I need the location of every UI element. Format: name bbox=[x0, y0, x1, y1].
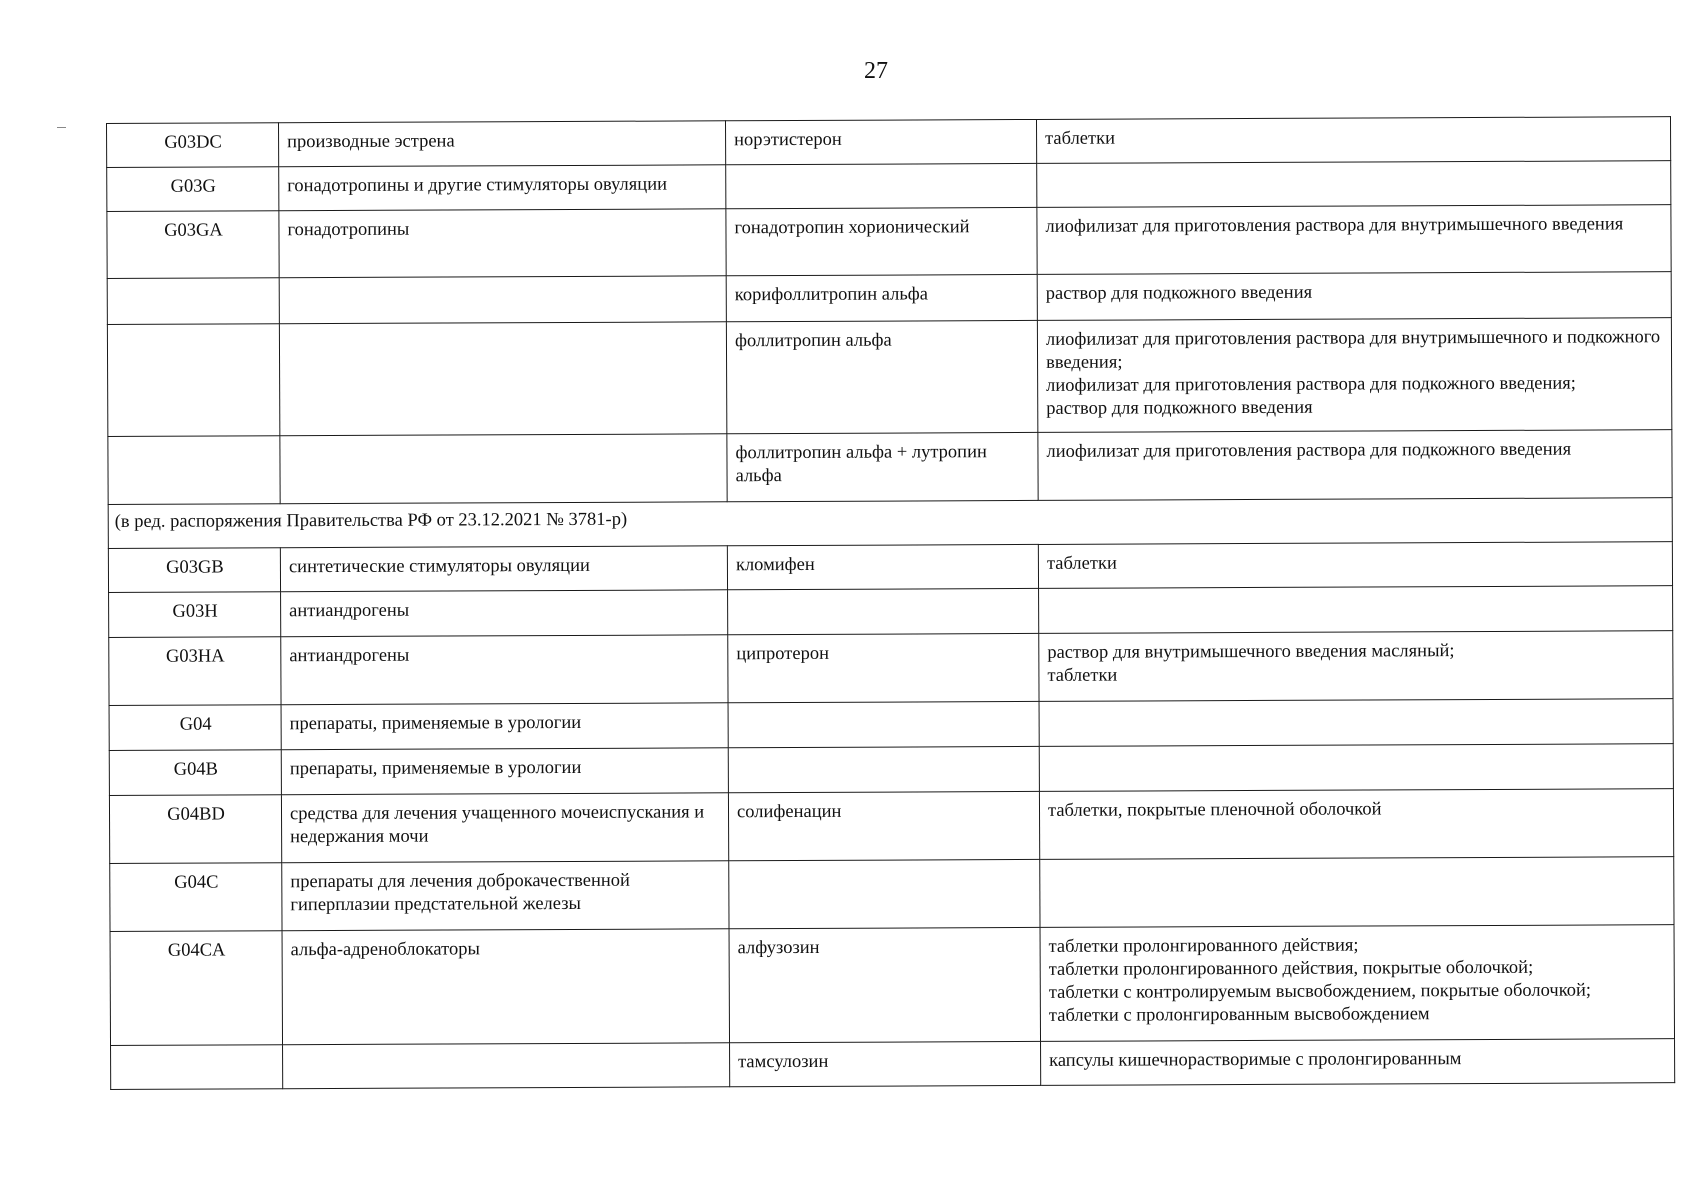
table-row bbox=[107, 272, 1671, 325]
drug-name-cell bbox=[726, 163, 1037, 208]
group-name-cell: альфа-адреноблокаторы bbox=[282, 929, 729, 1045]
drug-name-cell: солифенацин bbox=[728, 791, 1039, 860]
dosage-form-line: таблетки пролонгированного действия; bbox=[1048, 935, 1359, 957]
table-row bbox=[107, 117, 1671, 168]
atc-code-cell: G04 bbox=[109, 705, 281, 751]
drug-name-cell: кломифен bbox=[727, 544, 1038, 589]
dosage-form-line: таблетки bbox=[1045, 128, 1116, 149]
drug-name-cell bbox=[729, 859, 1040, 928]
dosage-forms-cell bbox=[1038, 430, 1672, 501]
dosage-form-line bbox=[1047, 594, 1665, 597]
atc-code-cell: G03GB bbox=[108, 548, 280, 593]
dosage-form-line: лиофилизат для приготовления раствора для внутримышечного введения bbox=[1045, 214, 1624, 237]
dosage-form-line: таблетки bbox=[1046, 553, 1117, 574]
drug-name-cell: гонадотропин хорионический bbox=[726, 207, 1037, 275]
dosage-form-line bbox=[1045, 169, 1663, 172]
dosage-forms-cell bbox=[1037, 318, 1671, 433]
dosage-forms-cell bbox=[1036, 117, 1670, 164]
group-name-cell bbox=[279, 276, 726, 324]
table-row bbox=[107, 318, 1671, 437]
dosage-form-line: лиофилизат для приготовления раствора для подкожного введения; bbox=[1046, 373, 1576, 396]
dosage-forms-cell bbox=[1040, 925, 1674, 1042]
dosage-form-line: лиофилизат для приготовления раствора для подкожного введения bbox=[1046, 439, 1572, 462]
atc-code-cell: G03HA bbox=[109, 637, 281, 706]
dosage-forms-cell bbox=[1039, 631, 1673, 702]
group-name-cell: препараты, применяемые в урологии bbox=[281, 748, 728, 795]
dosage-form-line: раствор для подкожного введения bbox=[1045, 282, 1313, 304]
dosage-forms-cell bbox=[1038, 542, 1672, 589]
group-name-cell bbox=[283, 1043, 730, 1089]
drug-name-cell bbox=[728, 588, 1039, 634]
atc-code-cell bbox=[108, 436, 280, 505]
atc-code-cell: G03H bbox=[109, 592, 281, 638]
dosage-forms-cell bbox=[1041, 1039, 1675, 1086]
drug-name-cell: ципротерон bbox=[728, 633, 1039, 702]
table-row bbox=[109, 789, 1673, 864]
table-row bbox=[107, 161, 1671, 212]
table-row bbox=[109, 699, 1673, 751]
drug-name-cell: алфузозин bbox=[729, 927, 1040, 1042]
dosage-forms-cell bbox=[1037, 205, 1671, 275]
table-row bbox=[109, 744, 1673, 796]
drug-name-cell: тамсулозин bbox=[730, 1041, 1041, 1086]
group-name-cell bbox=[279, 322, 726, 436]
dosage-form-line: раствор для подкожного введения bbox=[1046, 397, 1313, 419]
dosage-form-line bbox=[1048, 865, 1666, 868]
dosage-form-line: таблетки с пролонгированным высвобождением bbox=[1048, 1004, 1430, 1026]
drug-name-cell bbox=[728, 701, 1039, 747]
drug-name-cell: фоллитропин альфа + лутропин альфа bbox=[727, 432, 1038, 501]
dosage-form-line bbox=[1048, 752, 1666, 755]
atc-code-cell: G03DC bbox=[107, 123, 279, 168]
drug-name-cell: норэтистерон bbox=[725, 119, 1036, 164]
dosage-forms-cell bbox=[1037, 161, 1671, 208]
group-name-cell: антиандрогены bbox=[281, 635, 728, 705]
atc-code-cell: G04C bbox=[110, 863, 282, 932]
atc-code-cell bbox=[107, 324, 279, 437]
amendment-note: (в ред. распоряжения Правительства РФ от 23.12.2021 № 3781-р) bbox=[108, 498, 1672, 549]
dosage-forms-cell bbox=[1039, 789, 1673, 860]
table-row bbox=[110, 925, 1674, 1046]
group-name-cell: средства для лечения учащенного мочеиспускания и недержания мочи bbox=[281, 793, 728, 863]
dosage-form-line bbox=[1048, 707, 1666, 710]
atc-code-cell: G04BD bbox=[109, 795, 281, 864]
drug-name-cell: фоллитропин альфа bbox=[726, 320, 1037, 433]
table-row bbox=[109, 631, 1673, 706]
group-name-cell: препараты для лечения доброкачественной гиперплазии предстательной железы bbox=[282, 861, 729, 931]
group-name-cell: производные эстрена bbox=[279, 121, 726, 167]
group-name-cell: гонадотропины и другие стимуляторы овуляции bbox=[279, 165, 726, 211]
group-name-cell: антиандрогены bbox=[281, 590, 728, 637]
dosage-forms-cell bbox=[1039, 699, 1673, 747]
atc-code-cell: G03G bbox=[107, 167, 279, 212]
drug-name-cell bbox=[728, 746, 1039, 792]
table-row bbox=[107, 205, 1671, 279]
dosage-form-line: раствор для внутримышечного введения масляный; bbox=[1047, 641, 1455, 663]
dosage-form-line: лиофилизат для приготовления раствора для внутримышечного и подкожного введения; bbox=[1045, 327, 1661, 373]
table-note-row bbox=[108, 498, 1672, 549]
group-name-cell: гонадотропины bbox=[279, 209, 726, 278]
atc-code-cell bbox=[111, 1045, 283, 1090]
dosage-forms-cell bbox=[1039, 586, 1673, 634]
table-row bbox=[111, 1039, 1675, 1090]
atc-code-cell: G04B bbox=[109, 750, 281, 796]
dosage-form-line: капсулы кишечнорастворимые с пролонгированным bbox=[1049, 1049, 1462, 1071]
atc-code-cell bbox=[107, 278, 279, 325]
dosage-forms-cell bbox=[1040, 857, 1674, 928]
atc-code-cell: G04CA bbox=[110, 931, 282, 1046]
table-row bbox=[108, 430, 1672, 505]
atc-code-cell: G03GA bbox=[107, 211, 279, 279]
dosage-form-line: таблетки пролонгированного действия, покрытые оболочкой; bbox=[1048, 957, 1534, 980]
scan-artifact-mark bbox=[57, 127, 66, 128]
dosage-forms-cell bbox=[1039, 744, 1673, 792]
drug-name-cell: корифоллитропин альфа bbox=[726, 274, 1037, 321]
group-name-cell: препараты, применяемые в урологии bbox=[281, 703, 728, 750]
dosage-form-line: таблетки bbox=[1047, 665, 1118, 686]
dosage-form-line: таблетки, покрытые пленочной оболочкой bbox=[1047, 799, 1382, 821]
table-row bbox=[108, 542, 1672, 593]
group-name-cell bbox=[280, 434, 727, 504]
table-row bbox=[110, 857, 1674, 932]
page-number: 27 bbox=[864, 58, 888, 84]
dosage-forms-cell bbox=[1037, 272, 1671, 321]
group-name-cell: синтетические стимуляторы овуляции bbox=[280, 546, 727, 592]
table-row bbox=[109, 586, 1673, 638]
dosage-form-line: таблетки с контролируемым высвобождением, покрытые оболочкой; bbox=[1048, 980, 1592, 1003]
medication-table bbox=[106, 116, 1675, 1090]
